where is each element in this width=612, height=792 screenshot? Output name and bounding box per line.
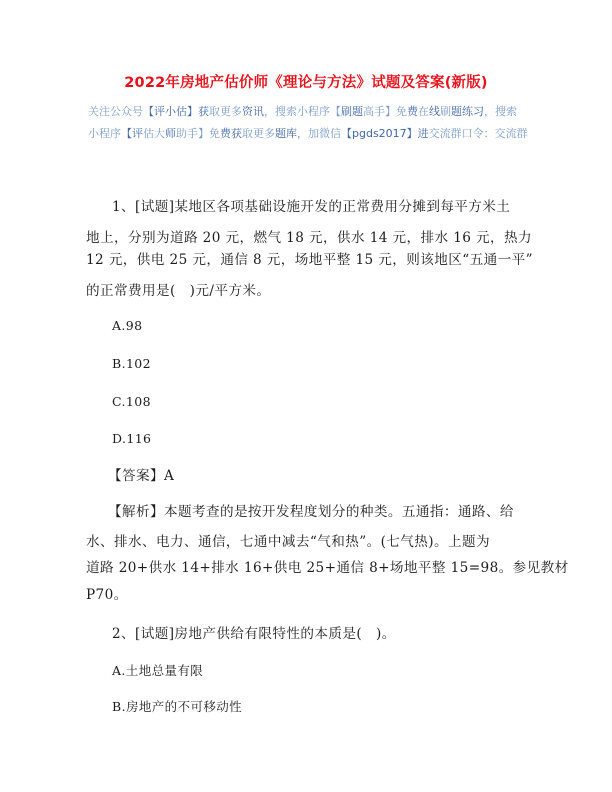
promo-seg: 费获 [220, 127, 242, 140]
question-1-analysis-line: 道路 20+供水 14+排水 16+供电 25+通信 8+场地平整 15=98。参见教材 [86, 560, 569, 576]
promo-seg: 【评 [121, 127, 143, 140]
question-2-option-b: B.房地产的不可移动性 [112, 699, 243, 714]
promo-seg: 关注公众号 [88, 105, 143, 118]
question-1-option-b: B.102 [112, 356, 152, 371]
promo-seg: 费 [407, 105, 418, 118]
promo-seg: 题库 [275, 127, 297, 140]
promo-seg: 【评小估】获 [143, 105, 209, 118]
promo-seg: 资讯 [242, 105, 264, 118]
promo-seg: ，搜索小程序【 [264, 105, 341, 118]
promo-seg: 估大 [143, 127, 165, 140]
promo-seg: 交流群口令：交流群 [428, 127, 528, 140]
question-1-analysis-line: 【解析】本题考查的是按开发程度划分的种类。五通指：通路、给 [108, 504, 514, 520]
promo-seg: 题练习 [451, 105, 484, 118]
promo-seg: 在 [418, 105, 429, 118]
promo-seg: 取更多 [242, 127, 275, 140]
promo-line-2 [88, 123, 538, 145]
promo-seg: 高手】免 [363, 105, 407, 118]
promo-seg: ，加微信 [297, 127, 341, 140]
promo-seg: 取更多 [209, 105, 242, 118]
question-1-option-d: D.116 [112, 431, 152, 446]
promo-seg: 线 [429, 105, 440, 118]
promo-seg: 师 [165, 127, 176, 140]
question-1-analysis-line: P70。 [86, 587, 128, 603]
question-2-option-a: A.土地总量有限 [112, 663, 204, 678]
question-1-stem-line: 1、[试题]某地区各项基础设施开发的正常费用分摊到每平方米土 [112, 199, 511, 215]
promo-seg: 小程序 [88, 127, 121, 140]
promo-seg: 刷 [440, 105, 451, 118]
question-1-option-c: C.108 [112, 394, 151, 409]
question-1-answer: 【答案】A [108, 468, 175, 484]
question-1-stem-line: 12 元，供电 25 元，通信 8 元，场地平整 15 元，则该地区“五通一平” [86, 252, 533, 268]
promo-line-1 [88, 101, 538, 123]
question-1-analysis-line: 水、排水、电力、通信，七通中减去“气和热”。(七气热)。上题为 [86, 534, 490, 550]
promo-seg: 【pgds2017】进 [341, 127, 429, 140]
document-title: 2022年房地产估价师《理论与方法》试题及答案(新版) [124, 75, 488, 91]
question-1-option-a: A.98 [112, 318, 143, 333]
promo-seg: ，搜索 [484, 105, 517, 118]
question-1-stem-line: 的正常费用是( )元/平方米。 [86, 283, 271, 299]
promo-seg: 刷题 [341, 105, 363, 118]
question-1-stem-line: 地上，分别为道路 20 元，燃气 18 元，供水 14 元，排水 16 元，热力 [86, 230, 533, 246]
question-2-stem-line: 2、[试题]房地产供给有限特性的本质是( )。 [112, 626, 396, 642]
promo-seg: 助手】免 [176, 127, 220, 140]
